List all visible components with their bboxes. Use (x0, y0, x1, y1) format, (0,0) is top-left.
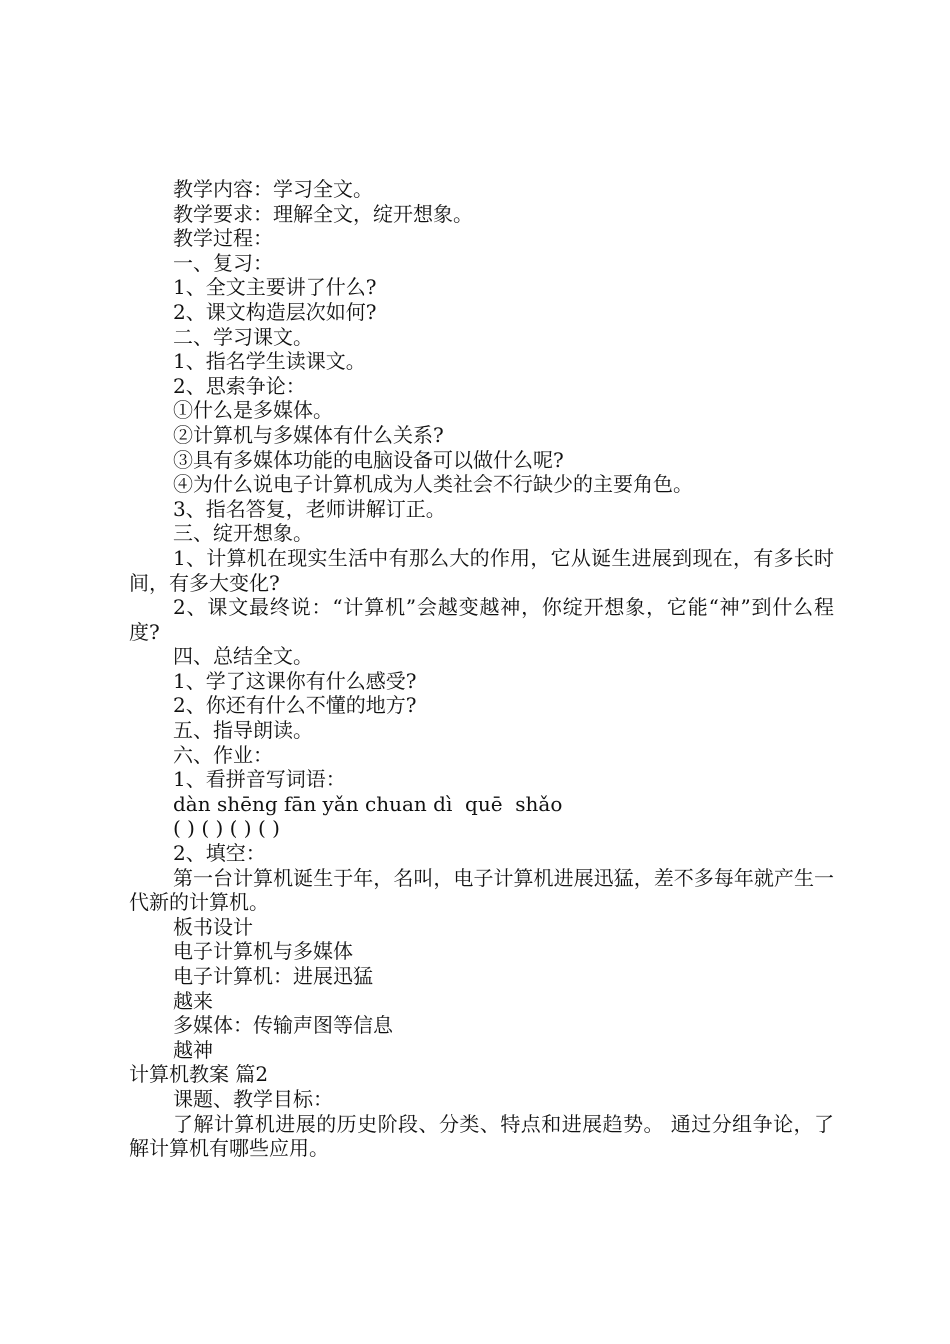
text-line: ③具有多媒体功能的电脑设备可以做什么呢? (173, 447, 564, 472)
section-reading: 五、指导朗读。 (173, 718, 313, 743)
text-line: 1、学了这课你有什么感受? (173, 668, 417, 693)
text-line: 1、看拼音写词语： (173, 767, 346, 792)
section-imagination: 三、绽开想象。 (173, 521, 313, 546)
text-line: 越来 (173, 988, 213, 1013)
text-line: 课题、教学目标： (173, 1086, 333, 1111)
text-line: 2、填空： (173, 841, 266, 866)
teaching-process-heading: 教学过程： (173, 226, 273, 251)
section-homework: 六、作业： (173, 742, 273, 767)
pinyin-line: dàn shēng fān yǎn chuan dì quē shǎo (173, 791, 563, 816)
board-design-heading: 板书设计 (173, 914, 253, 939)
text-line: 2、课文构造层次如何? (173, 299, 377, 324)
paragraph: 2、课文最终说：“计算机”会越变越神，你绽开想象，它能“神”到什么程度? (129, 595, 834, 644)
lesson-plan-title: 计算机教案 篇2 (129, 1062, 269, 1087)
text-line: 多媒体：传输声图等信息 (173, 1013, 393, 1038)
section-summary: 四、总结全文。 (173, 644, 313, 669)
text-line: 3、指名答复，老师讲解订正。 (173, 496, 446, 521)
text-line: 2、你还有什么不懂的地方? (173, 693, 417, 718)
text-line: 越神 (173, 1037, 213, 1062)
text-line: ④为什么说电子计算机成为人类社会不行缺少的主要角色。 (173, 472, 693, 497)
text-line: 1、全文主要讲了什么? (173, 275, 377, 300)
paragraph: 第一台计算机诞生于年，名叫，电子计算机进展迅猛，差不多每年就产生一代新的计算机。 (129, 865, 834, 915)
text-line: ②计算机与多媒体有什么关系? (173, 422, 444, 447)
section-study: 二、学习课文。 (173, 324, 313, 349)
text-line: 电子计算机与多媒体 (173, 939, 353, 964)
text-line: ①什么是多媒体。 (173, 398, 333, 423)
paragraph: 1、计算机在现实生活中有那么大的作用，它从诞生进展到现在，有多长时间，有多大变化? (129, 545, 834, 595)
text-line: 2、思索争论： (173, 373, 306, 398)
text-line: 1、指名学生读课文。 (173, 349, 366, 374)
teaching-content: 教学内容：学习全文。 (173, 177, 373, 201)
blank-brackets: ( ) ( ) ( ) ( ) (173, 816, 280, 841)
teaching-requirements: 教学要求：理解全文，绽开想象。 (173, 201, 473, 226)
document-body (129, 177, 834, 1161)
section-review: 一、复习： (173, 250, 273, 275)
text-line: 电子计算机：进展迅猛 (173, 964, 373, 988)
paragraph: 了解计算机进展的历史阶段、分类、特点和进展趋势。 通过分组争论，了解计算机有哪些应用。 (129, 1111, 834, 1161)
